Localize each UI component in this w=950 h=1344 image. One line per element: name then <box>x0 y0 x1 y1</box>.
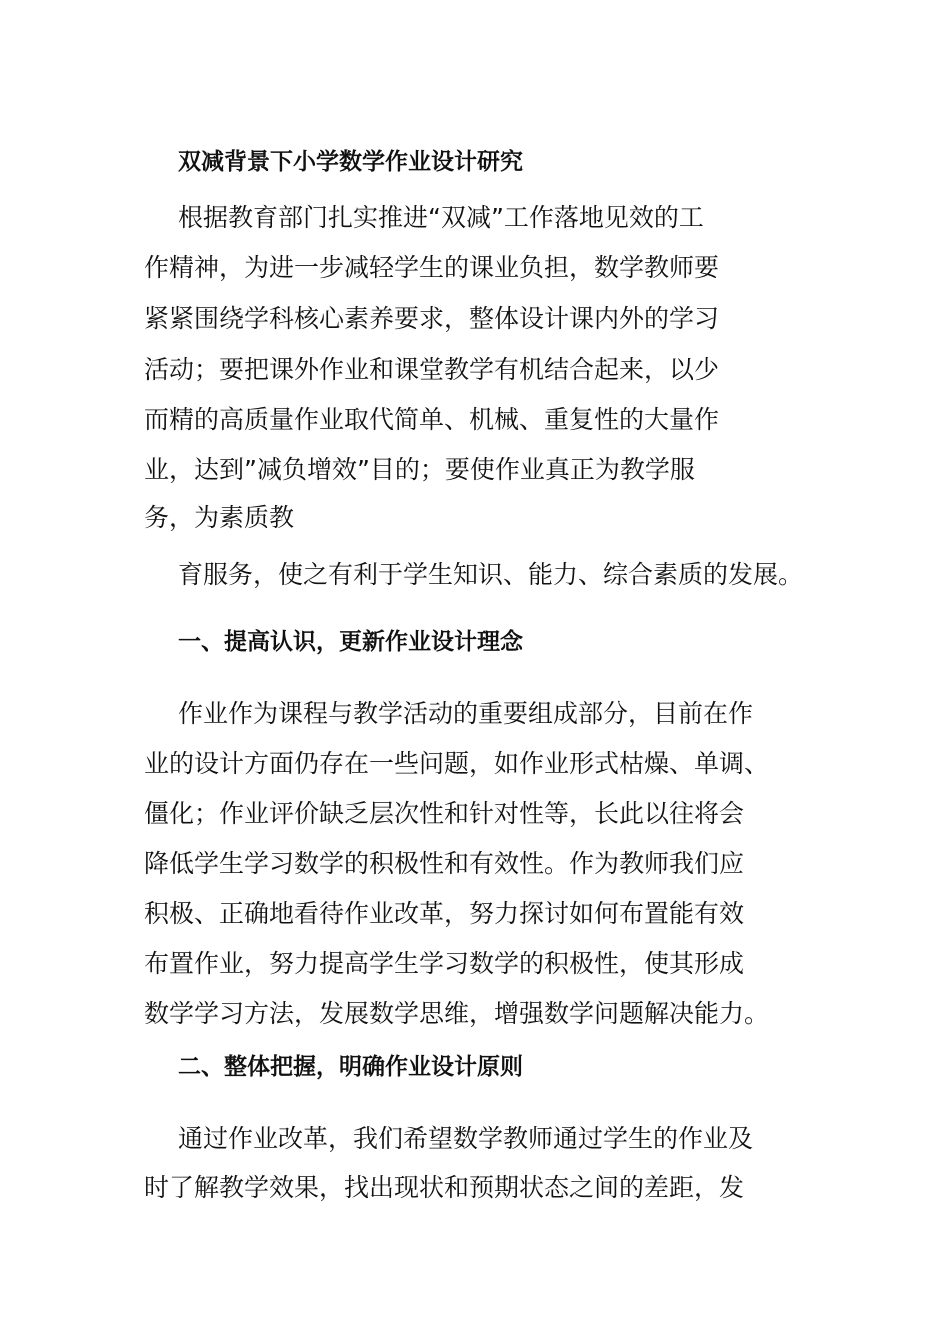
text-line: 紧紧围绕学科核心素养要求，整体设计课内外的学习 <box>144 304 720 333</box>
section-heading-1: 一、提高认识，更新作业设计理念 <box>178 629 523 655</box>
text-line: 务，为素质教 <box>144 503 295 532</box>
text-line: 根据教育部门扎实推进“双减”工作落地见效的工 <box>178 203 704 232</box>
text-line: 业的设计方面仍存在一些问题，如作业形式枯燥、单调、 <box>144 749 770 778</box>
text-line: 作精神，为进一步减轻学生的课业负担，数学教师要 <box>144 253 720 282</box>
text-line: 布置作业，努力提高学生学习数学的积极性，使其形成 <box>144 949 745 978</box>
text-line: 数学学习方法，发展数学思维，增强数学问题解决能力。 <box>144 999 770 1028</box>
text-line: 降低学生学习数学的积极性和有效性。作为教师我们应 <box>144 849 745 878</box>
text-line: 僵化；作业评价缺乏层次性和针对性等，长此以往将会 <box>144 799 745 828</box>
text-line: 积极、正确地看待作业改革，努力探讨如何布置能有效 <box>144 899 745 928</box>
text-line: 时了解教学效果，找出现状和预期状态之间的差距，发 <box>144 1173 745 1202</box>
section-heading-2: 二、整体把握，明确作业设计原则 <box>178 1054 523 1080</box>
paragraph-continuation: 育服务，使之有利于学生知识、能力、综合素质的发展。 <box>178 560 804 589</box>
text-line: 通过作业改革，我们希望数学教师通过学生的作业及 <box>178 1124 754 1153</box>
text-line: 而精的高质量作业取代简单、机械、重复性的大量作 <box>144 405 720 434</box>
text-line: 活动；要把课外作业和课堂教学有机结合起来，以少 <box>144 355 720 384</box>
document-title: 双减背景下小学数学作业设计研究 <box>178 149 523 175</box>
text-line: 作业作为课程与教学活动的重要组成部分，目前在作 <box>178 699 754 728</box>
text-line: 业，达到”减负增效”目的；要使作业真正为教学服 <box>144 455 695 484</box>
